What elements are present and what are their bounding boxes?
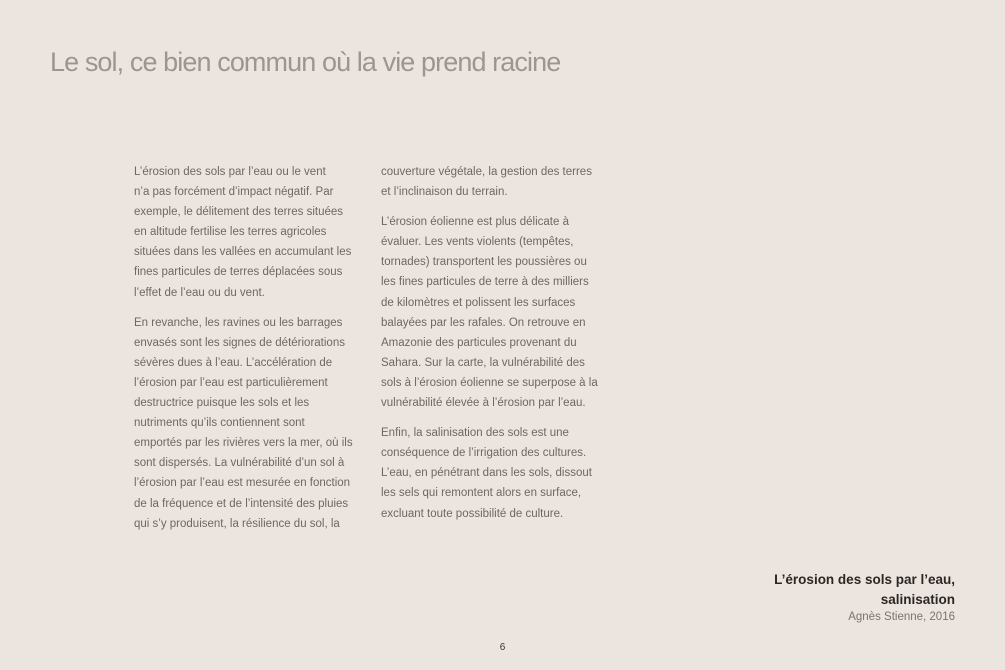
text-line: Enfin, la salinisation des sols est une bbox=[381, 427, 569, 440]
paragraph bbox=[381, 212, 616, 413]
text-line: vulnérabilité élevée à l’érosion par l’eau. bbox=[381, 397, 586, 410]
text-line: sols à l’érosion éolienne se superpose à la bbox=[381, 376, 598, 389]
text-column-right bbox=[381, 162, 616, 534]
text-line: nutriments qu’ils contiennent sont bbox=[134, 417, 305, 430]
text-line: n’a pas forcément d’impact négatif. Par bbox=[134, 186, 334, 199]
text-line: tornades) transportent les poussières ou bbox=[381, 256, 587, 269]
text-line: couverture végétale, la gestion des terres bbox=[381, 166, 592, 178]
page-number: 6 bbox=[499, 642, 506, 653]
caption-title-line: salinisation bbox=[880, 592, 955, 607]
text-line: l’effet de l’eau ou du vent. bbox=[134, 286, 265, 299]
text-line: excluant toute possibilité de culture. bbox=[381, 507, 564, 520]
text-line: exemple, le délitement des terres situées bbox=[134, 206, 344, 219]
text-line: l’érosion par l’eau est mesurée en fonction bbox=[134, 477, 351, 490]
text-line: de kilomètres et polissent les surfaces bbox=[381, 296, 576, 309]
text-line: qui s’y produisent, la résilience du sol, la bbox=[134, 517, 340, 530]
caption-title-line: L’érosion des sols par l’eau, bbox=[774, 572, 955, 587]
figure-caption bbox=[774, 570, 955, 624]
text-line: sont dispersés. La vulnérabilité d’un sol à bbox=[134, 457, 345, 470]
text-line: les sels qui remontent alors en surface, bbox=[381, 487, 582, 500]
text-line: conséquence de l’irrigation des cultures. bbox=[381, 447, 587, 460]
text-line: de la fréquence et de l’intensité des pluies bbox=[134, 497, 349, 510]
text-line: destructrice puisque les sols et les bbox=[134, 397, 310, 410]
text-line: Amazonie des particules provenant du bbox=[381, 336, 577, 349]
text-line: L’eau, en pénétrant dans les sols, dissout bbox=[381, 467, 592, 480]
text-column-left bbox=[134, 162, 369, 544]
text-line: et l’inclinaison du terrain. bbox=[381, 186, 508, 199]
text-line: en altitude fertilise les terres agricoles bbox=[134, 226, 327, 239]
text-line: L’érosion éolienne est plus délicate à bbox=[381, 216, 569, 229]
text-line: emportés par les rivières vers la mer, où ils bbox=[134, 437, 353, 450]
text-line: l’érosion par l’eau est particulièrement bbox=[134, 376, 328, 389]
text-line: les fines particules de terre à des milliers bbox=[381, 276, 589, 289]
caption-credit: Agnès Stienne, 2016 bbox=[848, 611, 955, 623]
paragraph bbox=[134, 313, 369, 534]
text-line: balayées par les rafales. On retrouve en bbox=[381, 316, 586, 329]
paragraph bbox=[381, 162, 616, 202]
text-line: évaluer. Les vents violents (tempêtes, bbox=[381, 236, 574, 249]
text-line: envasés sont les signes de détériorations bbox=[134, 336, 345, 349]
text-line: sévères dues à l’eau. L’accélération de bbox=[134, 356, 333, 369]
paragraph bbox=[381, 423, 616, 523]
page-title: Le sol, ce bien commun où la vie prend racine bbox=[50, 47, 561, 77]
text-line: En revanche, les ravines ou les barrages bbox=[134, 316, 343, 329]
text-line: situées dans les vallées en accumulant les bbox=[134, 246, 352, 259]
paragraph bbox=[134, 162, 369, 303]
text-line: L’érosion des sols par l’eau ou le vent bbox=[134, 166, 326, 178]
text-line: Sahara. Sur la carte, la vulnérabilité des bbox=[381, 356, 585, 369]
text-line: fines particules de terres déplacées sous bbox=[134, 266, 343, 279]
